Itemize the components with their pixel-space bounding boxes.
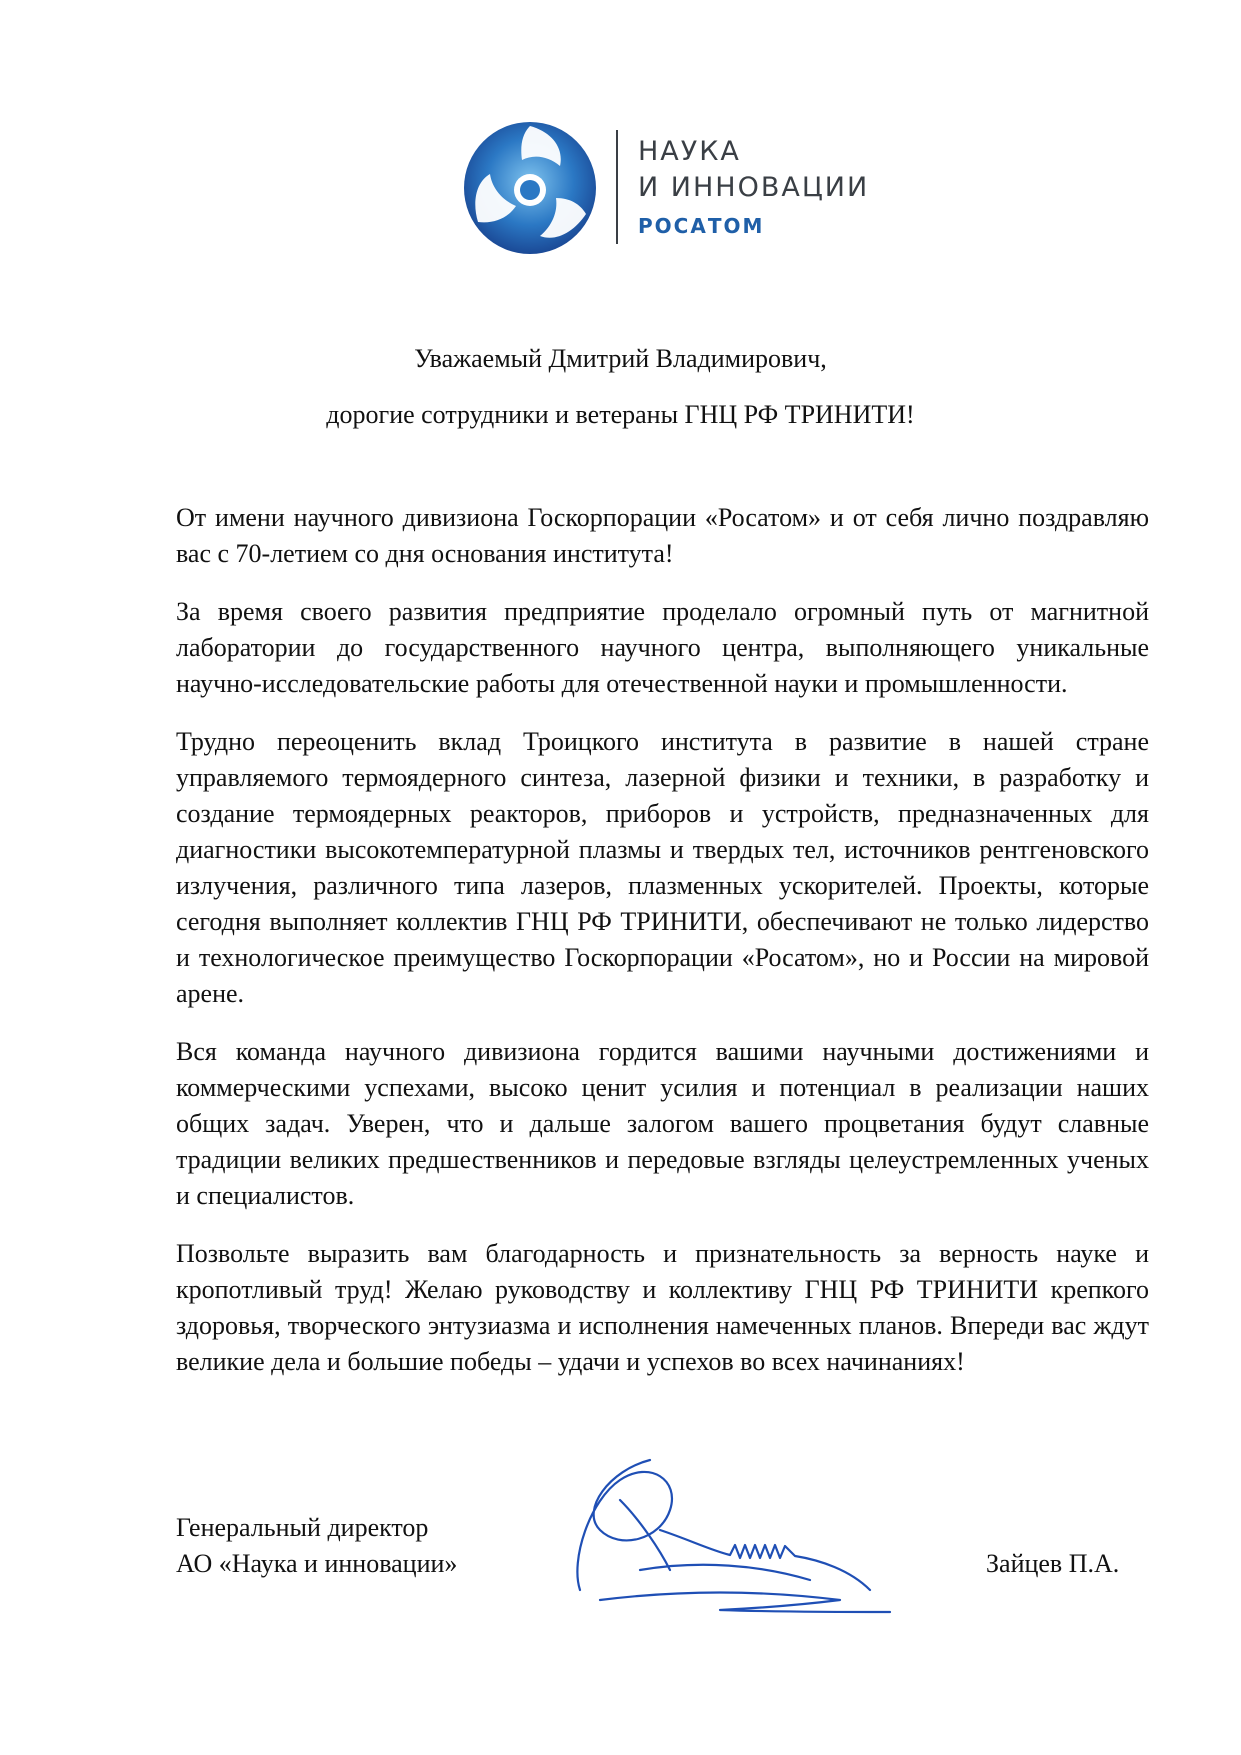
signer-title: Генеральный директор [176, 1513, 429, 1542]
paragraph-5: Позвольте выразить вам благодарность и признательность за верность науке и кропотливый труд! Желаю руководству и коллективу ГНЦ РФ ТРИНИТИ крепкого здоровья, творческого энтузиазма и исполнения намеченных планов. Впереди вас ждут великие дела и большие победы – удачи и успехов во всех начинаниях! [176, 1239, 1149, 1376]
signer-name: Зайцев П.А. [986, 1549, 1120, 1578]
greeting-line-2: дорогие сотрудники и ветераны ГНЦ РФ ТРИНИТИ! [326, 400, 915, 429]
greeting-line-1: Уважаемый Дмитрий Владимирович, [414, 344, 827, 373]
paragraph-4: Вся команда научного дивизиона гордится вашими научными достижениями и коммерческими успехами, высоко ценит усилия и потенциал в реализации наших общих задач. Уверен, что и дальше залогом вашего процветания будут славные традиции великих предшественников и передовые взгляды целеустремленных ученых и специалистов. [176, 1037, 1149, 1210]
logo-line-1: НАУКА [638, 136, 741, 167]
letter-body [176, 500, 1149, 1402]
signer-position [176, 1510, 457, 1582]
paragraph-2: За время своего развития предприятие проделало огромный путь от магнитной лаборатории до государственного научного центра, выполняющего уникальные научно-исследовательские работы для отечественной науки и промышленности. [176, 597, 1149, 698]
logo-line-3: РОСАТОМ [638, 214, 765, 238]
rosatom-logo-icon [460, 118, 600, 258]
logo-line-2: И ИННОВАЦИИ [638, 172, 870, 203]
paragraph-3: Трудно переоценить вклад Троицкого института в развитие в нашей стране управляемого термоядерного синтеза, лазерной физики и техники, в разработку и создание термоядерных реакторов, приборов и устройств, предназначенных для диагностики высокотемпературной плазмы и твердых тел, источников рентгеновского излучения, различного типа лазеров, плазменных ускорителей. Проекты, которые сегодня выполняет коллектив ГНЦ РФ ТРИНИТИ, обеспечивают не только лидерство и технологическое преимущество Госкорпорации «Росатом», но и России на мировой арене. [176, 727, 1149, 1008]
letterhead-logo [460, 118, 890, 278]
logo-wordmark [638, 134, 869, 244]
logo-divider [616, 130, 618, 244]
handwritten-signature [560, 1440, 960, 1630]
signer-company: АО «Наука и инновации» [176, 1549, 458, 1578]
paragraph-1: От имени научного дивизиона Госкорпорации «Росатом» и от себя лично поздравляю вас с 70-летием со дня основания института! [176, 503, 1149, 568]
